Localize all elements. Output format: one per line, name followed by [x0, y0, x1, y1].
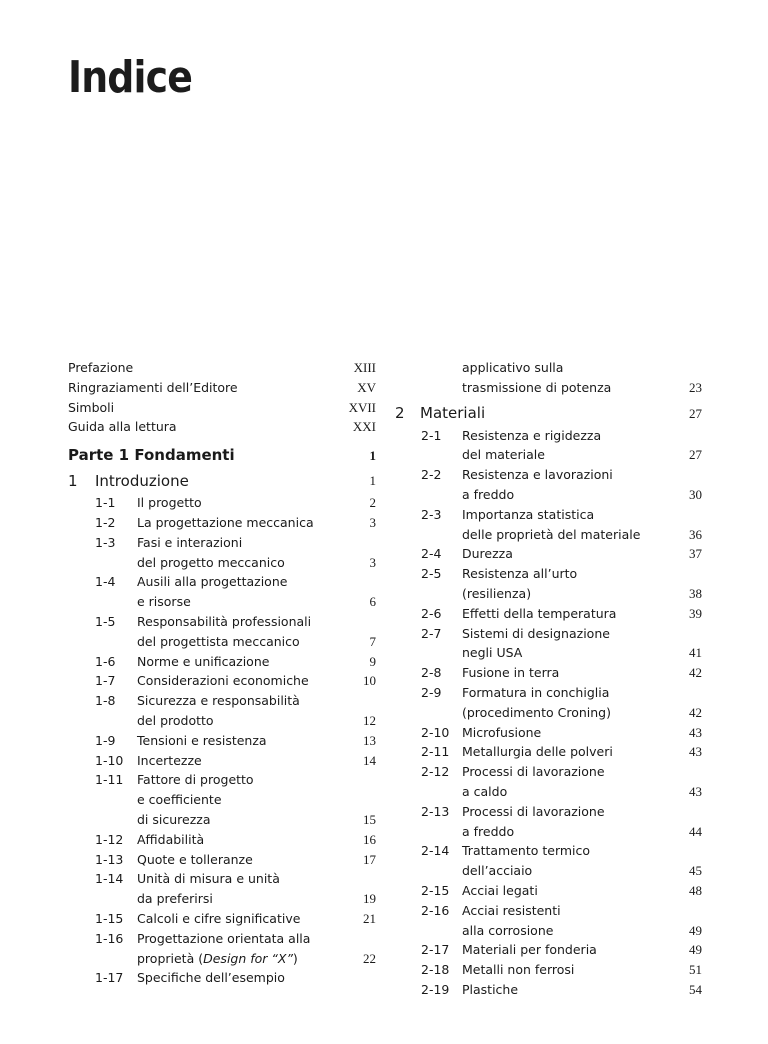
- toc-page-number: 16: [363, 831, 376, 847]
- toc-page-number: 36: [689, 526, 702, 542]
- toc-entry: [68, 652, 376, 672]
- toc-page-number: 38: [689, 585, 702, 601]
- toc-page-number: 10: [363, 673, 376, 689]
- toc-page-number: 7: [369, 633, 376, 649]
- toc-entry-title: Specifiche dell’esempio: [137, 970, 285, 986]
- toc-entry-title: di sicurezza: [137, 811, 211, 827]
- toc-entry-number: 1-17: [95, 970, 124, 986]
- toc-front-matter-entry: [68, 378, 376, 398]
- toc-page-number: 44: [689, 823, 702, 839]
- toc-entry: [395, 980, 702, 1000]
- page-title: Indice: [68, 52, 193, 103]
- toc-entry: [68, 632, 376, 652]
- toc-entry: [395, 624, 702, 644]
- toc-page-number: 14: [363, 752, 376, 768]
- toc-entry: [395, 703, 702, 723]
- toc-entry: [395, 465, 702, 485]
- toc-entry-number: 1-5: [95, 613, 116, 629]
- toc-entry-title: da preferirsi: [137, 891, 213, 907]
- toc-right-column: [395, 358, 702, 1000]
- toc-entry: [68, 691, 376, 711]
- toc-page-number: 19: [363, 891, 376, 907]
- toc-entry-title: Microfusione: [462, 724, 542, 740]
- toc-entry-title: Introduzione: [95, 472, 189, 491]
- toc-entry: [395, 445, 702, 465]
- toc-entry-number: 1-8: [95, 693, 116, 709]
- toc-page-number: 3: [369, 554, 376, 570]
- toc-entry-title-part: ): [292, 950, 298, 966]
- toc-page-number: 17: [363, 851, 376, 867]
- toc-entry: [395, 426, 702, 446]
- toc-front-matter-entry: [68, 417, 376, 437]
- toc-entry: [68, 592, 376, 612]
- toc-entry: [395, 723, 702, 743]
- toc-entry: [395, 822, 702, 842]
- toc-entry-title: Norme e unificazione: [137, 653, 270, 669]
- toc-entry-title: del materiale: [462, 447, 545, 463]
- toc-entry-number: 2-19: [421, 981, 450, 997]
- toc-entry-number: 1-11: [95, 772, 124, 788]
- toc-entry-number: 2-2: [421, 467, 442, 483]
- toc-entry-number: 1-3: [95, 534, 116, 550]
- toc-page-number: 23: [689, 379, 702, 395]
- toc-entry-title: Metalli non ferrosi: [462, 962, 575, 978]
- toc-page-number: 21: [363, 910, 376, 926]
- toc-page-number: XXI: [352, 419, 376, 435]
- toc-page-number: 43: [689, 783, 702, 799]
- toc-entry-number: 1-9: [95, 732, 116, 748]
- toc-entry-title: Importanza statistica: [462, 506, 595, 522]
- toc-entry-title: Incertezze: [137, 752, 202, 768]
- toc-entry-number: 2-1: [421, 427, 442, 443]
- toc-entry: [68, 770, 376, 790]
- toc-entry-title: Processi di lavorazione: [462, 764, 605, 780]
- toc-chapter-heading: [68, 469, 376, 493]
- toc-page-number: 3: [369, 514, 376, 530]
- toc-entry-title: Durezza: [462, 546, 513, 562]
- toc-entry-title: Quote e tolleranze: [137, 851, 253, 867]
- toc-entry-number: 1-4: [95, 574, 116, 590]
- toc-entry-number: 2-17: [421, 942, 450, 958]
- toc-entry: [68, 731, 376, 751]
- toc-entry: [395, 881, 702, 901]
- toc-page-number: 49: [689, 942, 702, 958]
- toc-entry-number: 2-7: [421, 625, 442, 641]
- toc-entry: [395, 564, 702, 584]
- toc-entry: [395, 921, 702, 941]
- toc-entry-title: trasmissione di potenza: [462, 379, 612, 395]
- toc-entry-title: Effetti della temperatura: [462, 605, 617, 621]
- toc-page-number: 48: [689, 882, 702, 898]
- toc-entry-title: Affidabilità: [137, 831, 205, 847]
- toc-entry-number: 1-14: [95, 871, 124, 887]
- toc-entry-title: Formatura in conchiglia: [462, 684, 610, 700]
- toc-entry: [68, 751, 376, 771]
- toc-entry-title: Guida alla lettura: [68, 419, 177, 435]
- toc-entry-number: 1-6: [95, 653, 116, 669]
- toc-entry: [68, 850, 376, 870]
- toc-entry-title: dell’acciaio: [462, 863, 533, 879]
- toc-entry-title: Responsabilità professionali: [137, 613, 312, 629]
- toc-entry-number: 2-6: [421, 605, 442, 621]
- toc-entry: [395, 525, 702, 545]
- toc-entry-title: e coefficiente: [137, 792, 222, 808]
- toc-entry-number: 1-16: [95, 930, 124, 946]
- toc-entry-title: applicativo sulla: [462, 360, 564, 375]
- toc-entry-title: Acciai legati: [462, 882, 538, 898]
- toc-entry-number: 2-11: [421, 744, 450, 760]
- toc-page-number: 51: [689, 962, 702, 978]
- toc-entry: [68, 553, 376, 573]
- toc-entry: [395, 358, 702, 378]
- toc-entry-title-italic: Design for “X”: [203, 950, 293, 966]
- toc-entry-number: 2-16: [421, 902, 450, 918]
- toc-entry: [68, 830, 376, 850]
- toc-entry-title: delle proprietà del materiale: [462, 526, 641, 542]
- toc-page-number: 41: [689, 645, 702, 661]
- toc-entry-title: negli USA: [462, 645, 523, 661]
- toc-entry-number: 2-13: [421, 803, 450, 819]
- toc-entry-title: a freddo: [462, 823, 515, 839]
- toc-page-number: 9: [369, 653, 376, 669]
- toc-entry-title: Il progetto: [137, 495, 202, 511]
- toc-entry-title: Parte 1 Fondamenti: [68, 446, 235, 465]
- toc-entry: [395, 544, 702, 564]
- toc-front-matter-entry: [68, 398, 376, 418]
- toc-entry: [68, 810, 376, 830]
- toc-chapter-heading: [395, 401, 702, 426]
- toc-entry-title: a caldo: [462, 783, 508, 799]
- toc-entry: [395, 683, 702, 703]
- toc-entry-title: Metallurgia delle polveri: [462, 744, 613, 760]
- toc-entry: [395, 782, 702, 802]
- toc-entry-number: 2-4: [421, 546, 442, 562]
- toc-entry: [68, 513, 376, 533]
- toc-entry-title: Unità di misura e unità: [137, 871, 280, 887]
- toc-entry-title: Fattore di progetto: [137, 772, 254, 788]
- toc-page-number: 49: [689, 922, 702, 938]
- toc-entry-title: Resistenza e rigidezza: [462, 427, 602, 443]
- toc-page-number: 22: [363, 950, 376, 966]
- toc-page-number: 45: [689, 863, 702, 879]
- toc-page-number: 39: [689, 605, 702, 621]
- toc-entry-number: 2-3: [421, 506, 442, 522]
- toc-page-number: 1: [369, 473, 376, 489]
- toc-entry-title: Resistenza all’urto: [462, 566, 578, 582]
- toc-entry-title: Sicurezza e responsabilità: [137, 693, 300, 709]
- toc-entry-title: del progetto meccanico: [137, 554, 285, 570]
- toc-entry: [395, 378, 702, 398]
- toc-left-column: [68, 358, 376, 988]
- toc-entry: [68, 493, 376, 513]
- toc-page-number: 43: [689, 744, 702, 760]
- toc-entry-number: 2-14: [421, 843, 450, 859]
- toc-entry-number: 1-1: [95, 495, 116, 511]
- toc-entry: [68, 790, 376, 810]
- toc-page-number: 30: [689, 486, 702, 502]
- toc-entry-number: 2-18: [421, 962, 450, 978]
- toc-entry: [395, 485, 702, 505]
- toc-page-number: 27: [689, 447, 702, 463]
- toc-page-number: 42: [689, 665, 702, 681]
- toc-entry: [68, 909, 376, 929]
- toc-entry-title: [137, 949, 298, 969]
- toc-page-number: 42: [689, 704, 702, 720]
- toc-entry-title: Fasi e interazioni: [137, 534, 243, 550]
- toc-entry-title: del progettista meccanico: [137, 633, 300, 649]
- toc-front-matter-entry: [68, 358, 376, 378]
- toc-page-number: 43: [689, 724, 702, 740]
- toc-entry-number: 1-13: [95, 851, 124, 867]
- toc-entry: [68, 533, 376, 553]
- toc-page-number: XVII: [348, 399, 376, 415]
- toc-entry-title: Calcoli e cifre significative: [137, 910, 301, 926]
- toc-page-number: XV: [357, 379, 376, 395]
- toc-entry-number: 2-15: [421, 882, 450, 898]
- toc-entry: [68, 612, 376, 632]
- toc-entry-title: Plastiche: [462, 981, 519, 997]
- toc-entry-number: 1-15: [95, 910, 124, 926]
- toc-entry-title: del prodotto: [137, 712, 214, 728]
- toc-entry: [395, 663, 702, 683]
- toc-page-number: 15: [363, 811, 376, 827]
- toc-page-number: 12: [363, 712, 376, 728]
- toc-entry: [395, 901, 702, 921]
- toc-entry-title: Materiali: [420, 403, 486, 422]
- toc-entry: [395, 960, 702, 980]
- toc-entry-title: a freddo: [462, 486, 515, 502]
- toc-entry-number: 2-5: [421, 566, 442, 582]
- toc-entry-number: 2-8: [421, 665, 442, 681]
- toc-entry-title: Tensioni e resistenza: [137, 732, 267, 748]
- toc-entry: [68, 968, 376, 988]
- toc-entry-number: 1-7: [95, 673, 116, 689]
- toc-entry: [395, 802, 702, 822]
- toc-entry-title: Simboli: [68, 399, 115, 415]
- toc-entry-title: Materiali per fonderia: [462, 942, 597, 958]
- toc-entry: [395, 762, 702, 782]
- toc-entry: [395, 643, 702, 663]
- toc-entry-title: Prefazione: [68, 360, 134, 375]
- toc-entry-title: (procedimento Croning): [462, 704, 611, 720]
- toc-entry: [395, 940, 702, 960]
- toc-entry-title: (resilienza): [462, 585, 532, 601]
- toc-page-number: 13: [363, 732, 376, 748]
- toc-entry: [395, 861, 702, 881]
- toc-page-number: 54: [689, 981, 702, 997]
- toc-entry: [395, 742, 702, 762]
- toc-page-number: 1: [369, 448, 376, 464]
- toc-page-number: 6: [369, 594, 376, 610]
- toc-entry-title: Fusione in terra: [462, 665, 560, 681]
- toc-entry: [68, 889, 376, 909]
- toc-page-number: 37: [689, 546, 702, 562]
- toc-entry-number: 1-10: [95, 752, 124, 768]
- toc-entry: [68, 929, 376, 949]
- toc-entry-number: 2-10: [421, 724, 450, 740]
- toc-entry-title: Progettazione orientata alla: [137, 930, 311, 946]
- toc-entry-number: 2-12: [421, 764, 450, 780]
- toc-entry-title: alla corrosione: [462, 922, 554, 938]
- toc-entry-title: e risorse: [137, 594, 191, 610]
- toc-entry: [395, 584, 702, 604]
- toc-entry: [395, 841, 702, 861]
- toc-entry-title: Considerazioni economiche: [137, 673, 309, 689]
- toc-entry-title: Resistenza e lavorazioni: [462, 467, 613, 483]
- toc-entry-title: Trattamento termico: [462, 843, 591, 859]
- toc-entry-number: 1-12: [95, 831, 124, 847]
- toc-page-number: XIII: [353, 360, 376, 375]
- toc-entry: [395, 604, 702, 624]
- toc-entry: [68, 949, 376, 969]
- toc-entry: [68, 869, 376, 889]
- toc-entry: [395, 505, 702, 525]
- toc-entry: [68, 572, 376, 592]
- toc-entry-title: Acciai resistenti: [462, 902, 561, 918]
- toc-entry-title: La progettazione meccanica: [137, 514, 314, 530]
- toc-entry-number: 2-9: [421, 684, 442, 700]
- toc-entry-title-part: proprietà (: [137, 950, 204, 966]
- toc-entry-title: Sistemi di designazione: [462, 625, 610, 641]
- toc-entry: [68, 711, 376, 731]
- toc-entry-title: Ringraziamenti dell’Editore: [68, 379, 238, 395]
- toc-entry-title: Ausili alla progettazione: [137, 574, 288, 590]
- toc-entry-number: 2: [395, 403, 405, 422]
- toc-entry: [68, 671, 376, 691]
- toc-entry-title: Processi di lavorazione: [462, 803, 605, 819]
- toc-part-heading: [68, 442, 376, 469]
- toc-entry-number: 1: [68, 472, 78, 491]
- toc-page-number: 27: [689, 405, 702, 421]
- toc-entry-number: 1-2: [95, 514, 116, 530]
- toc-page-number: 2: [369, 495, 376, 511]
